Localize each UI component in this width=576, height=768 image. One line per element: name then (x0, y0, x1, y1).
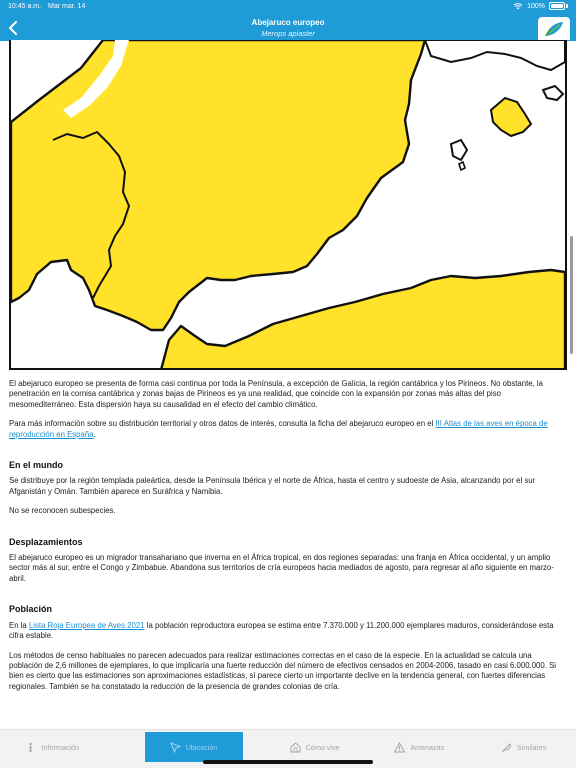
more-info-suffix: . (93, 429, 96, 439)
population-paragraph (9, 621, 567, 642)
leaf-logo-icon (543, 20, 565, 38)
home-icon (290, 742, 301, 753)
formentera (459, 162, 465, 170)
world-heading: En el mundo (9, 460, 63, 471)
ibiza (451, 140, 467, 160)
tab-ubicacion[interactable] (145, 732, 243, 762)
peninsula-area (11, 40, 425, 330)
subspecies-paragraph: No se reconocen subespecies. (9, 506, 116, 516)
menorca (543, 86, 563, 100)
status-indicators (513, 2, 568, 10)
battery-tip (566, 4, 568, 8)
population-heading: Población (9, 604, 53, 615)
app-logo[interactable] (538, 17, 570, 40)
scrollbar[interactable] (570, 236, 573, 354)
world-paragraph: Se distribuye por la región templada paleártica, desde la Península Ibérica y el norte de África, hasta el centro y sudoeste de Asia, alcanzando por el sur Afganistán y Omán. También aparece en Suráfrica y Namibia. (9, 476, 536, 496)
distribution-map (9, 40, 567, 370)
tab-label: Ubicación (185, 742, 218, 752)
location-icon (170, 742, 181, 753)
status-date: Mar mar. 14 (48, 3, 86, 10)
more-info-paragraph (9, 419, 567, 440)
population-suffix: la población reproductora europea se estima entre 7.370.000 y 11.200.000 ejemplares maduros, considerándose esta cifra estable. (9, 620, 554, 641)
intro-paragraph: El abejaruco europeo se presenta de forma casi continua por toda la Península, a excepción de Galicia, la región cantábrica y los Pirineos. No obstante, la penetración en la cornisa cantábrica y zonas bajas de Pirineos es ya una realidad, que coincide con la expansión por zonas más altas del piso mesomediterráneo. Esta dispersión haya su causalidad en el efecto del cambio climático. (9, 379, 543, 409)
atlas-link[interactable]: III Atlas de las aves en época de reproducción en España (9, 419, 548, 439)
warning-icon (394, 742, 405, 753)
movement-paragraph: El abejaruco europeo es un migrador transahariano que inverna en el África tropical, en dos regiones separadas: una franja en África occidental, y un amplio sector más al sur, entre el Congo y Zimbabue. Abandona sus territorios de cría europeos hacia mediados de agosto, para regresar al año siguiente en marzo-abril. (9, 553, 554, 583)
north-africa-area (161, 270, 565, 370)
title-block (0, 18, 576, 38)
battery-icon (549, 2, 565, 10)
feather-icon (501, 742, 512, 753)
france-area (425, 40, 565, 70)
tab-label: Cómo vive (305, 742, 340, 752)
mallorca (491, 98, 531, 136)
page-subtitle: Merops apiaster (261, 29, 315, 38)
tab-similares[interactable] (472, 732, 576, 762)
battery-percent: 100% (527, 2, 545, 10)
nav-header (0, 0, 576, 41)
more-info-prefix: Para más información sobre su distribución territorial y otros datos de interés, consulta la ficha del abejaruco europeo en el (9, 419, 436, 429)
species-content (9, 379, 567, 701)
tab-informacion[interactable] (0, 732, 105, 762)
wifi-icon (513, 2, 523, 10)
info-icon (25, 742, 36, 753)
red-list-link[interactable]: Lista Roja Europea de Aves 2021 (28, 620, 145, 630)
tab-amenazas[interactable] (367, 732, 472, 762)
tab-label: Similares (516, 742, 547, 752)
tab-label: Amenazas (410, 742, 445, 752)
movement-heading: Desplazamientos (9, 536, 83, 547)
census-paragraph: Los métodos de censo habituales no parecen adecuados para realizar estimaciones correctas en el caso de la especie. En la actualidad se calcula una población de 2,6 millones de ejemplares, lo que implicaría una fuerte reducción del número de efectivos censados en 2004-2006, tasado en casi 6.000.000. Si bien es cierto que las estimaciones son aproximaciones estadísticas, sí parece cierto un importante declive en la tendencia general, con fuertes diferencias regionales. También se ha constatado la reducción de la presencia de grandes colonias de cría. (9, 650, 556, 691)
page-title: Abejaruco europeo (251, 18, 325, 27)
status-time: 10:45 a.m. (8, 3, 42, 10)
home-indicator (203, 760, 373, 764)
tab-como-vive[interactable] (263, 732, 368, 762)
status-bar (8, 2, 568, 14)
tab-label: Información (41, 742, 80, 752)
iberia-distribution-svg (11, 40, 565, 370)
population-prefix: En la (9, 620, 29, 630)
